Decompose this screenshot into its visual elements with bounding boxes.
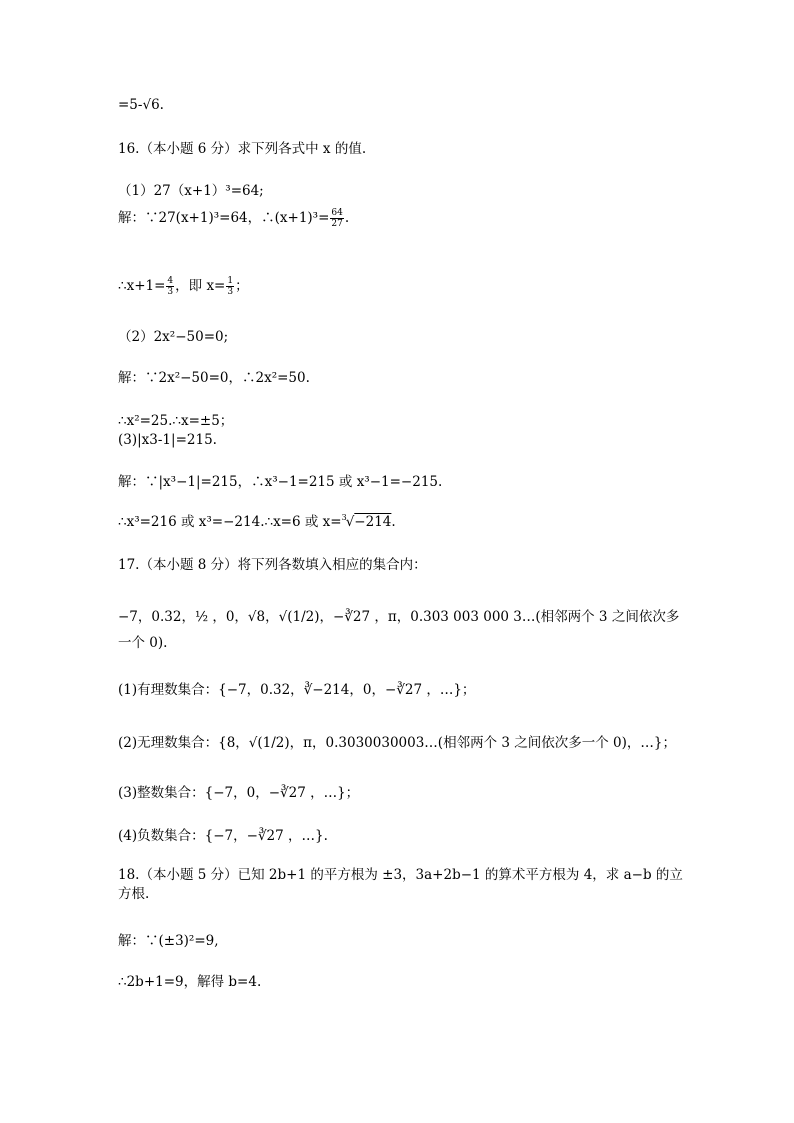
q16-1-res-b: ，即 x= xyxy=(175,278,226,294)
q16-1-sol-b: . xyxy=(344,210,350,226)
q17-integer-set: (3)整数集合：{−7，0，−∛27 ，…}； xyxy=(118,785,360,801)
q16-part3-solution: 解：∵|x³−1|=215，∴x³−1=215 或 x³−1=−215. xyxy=(118,474,443,490)
q16-part2-solution: 解：∵2x²−50=0，∴2x²=50. xyxy=(118,370,310,386)
fraction-1-3 xyxy=(226,276,234,297)
q16-3-res-a: ∴x³=216 或 x³=−214.∴x=6 或 x= xyxy=(118,514,342,530)
question-16-title: 16.（本小题 6 分）求下列各式中 x 的值. xyxy=(118,141,367,157)
frac-den: 3 xyxy=(167,287,174,297)
q16-part2-result: ∴x²=25.∴x=±5； xyxy=(118,413,234,429)
line-l1: =5-√6. xyxy=(118,97,164,113)
q16-part1-solution xyxy=(118,208,349,229)
cube-root-index: 3 xyxy=(341,513,347,522)
radical-sign: √ xyxy=(345,514,355,530)
q16-part1: （1）27（x+1）³=64; xyxy=(118,183,264,199)
q18-solution: 解：∵(±3)²=9, xyxy=(118,933,219,949)
q16-part3-result xyxy=(118,513,396,533)
frac-den: 3 xyxy=(227,287,234,297)
q16-1-sol-a: 解：∵27(x+1)³=64，∴(x+1)³= xyxy=(118,210,330,226)
fraction-64-27 xyxy=(330,208,343,229)
frac-num: 64 xyxy=(331,208,343,218)
q16-3-res-b: . xyxy=(391,514,396,530)
question-18-title: 18.（本小题 5 分）已知 2b+1 的平方根为 ±3，3a+2b−1 的算术平方根为 4，求 a−b 的立方根. xyxy=(118,867,683,902)
q16-part3: (3)|x3-1|=215. xyxy=(118,432,217,448)
q17-number-list: −7，0.32，½ ，0，√8，√(1/2)，−∛27 ，π，0.303 003 000 3…(相邻两个 3 之间依次多一个 0). xyxy=(118,609,680,651)
frac-num: 1 xyxy=(227,276,234,286)
q16-1-res-c: ； xyxy=(235,278,249,294)
question-17-title: 17.（本小题 8 分）将下列各数填入相应的集合内： xyxy=(118,557,427,573)
radicand: −214 xyxy=(354,514,392,530)
frac-den: 27 xyxy=(331,219,343,229)
q17-irrational-set: (2)无理数集合：{8，√(1/2)，π，0.3030030003…(相邻两个 3 之间依次多一个 0)，…}； xyxy=(118,735,676,751)
q17-rational-set: (1)有理数集合：{−7，0.32，∛−214，0，−∛27 ，…}； xyxy=(118,682,476,698)
fraction-4-3 xyxy=(166,276,174,297)
q16-part2: （2）2x²−50=0; xyxy=(118,329,229,345)
q16-1-res-a: ∴x+1= xyxy=(118,278,166,294)
q17-negative-set: (4)负数集合：{−7，−∛27 ，…}. xyxy=(118,828,328,844)
frac-num: 4 xyxy=(167,276,174,286)
q16-part1-result xyxy=(118,276,249,297)
q18-result: ∴2b+1=9，解得 b=4. xyxy=(118,974,262,990)
